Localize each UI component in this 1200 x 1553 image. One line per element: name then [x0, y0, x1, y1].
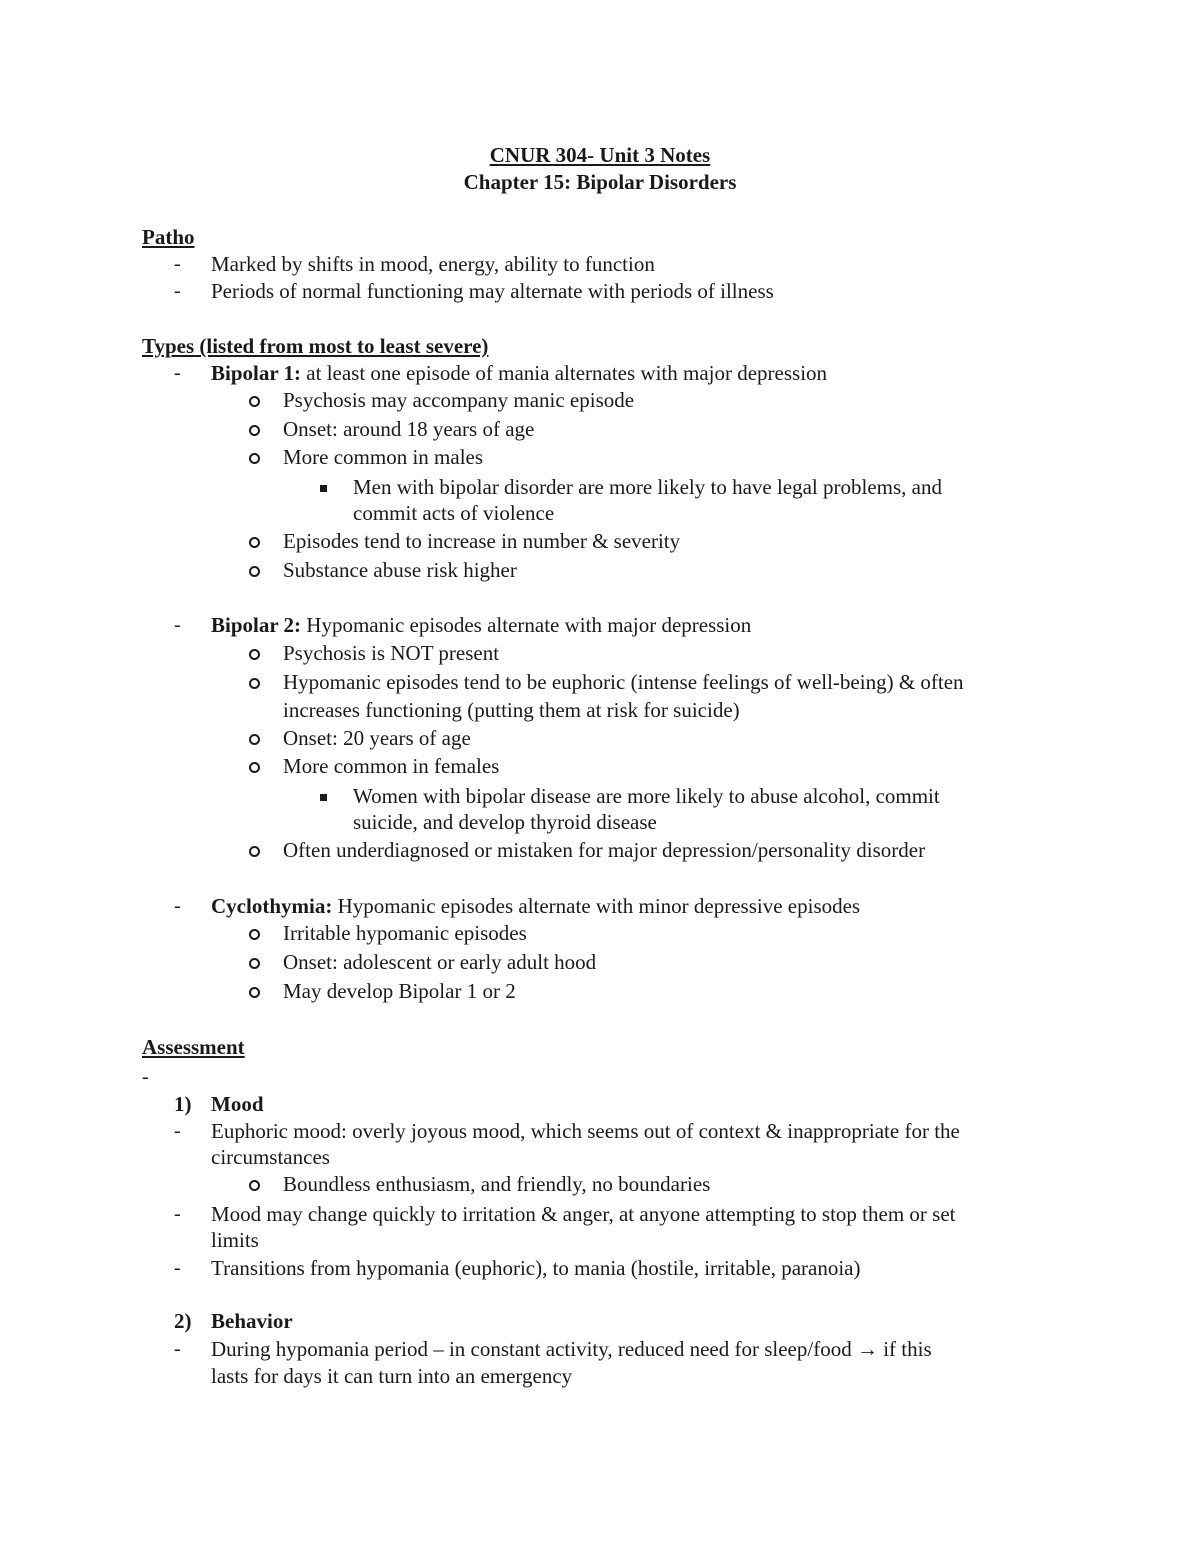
bipolar2-sub: Hypomanic episodes tend to be euphoric (intense feelings of well-being) & often	[283, 670, 964, 694]
bipolar2-sub: Psychosis is NOT present	[283, 641, 500, 665]
circle-bullet	[249, 949, 260, 975]
dash-bullet: -	[174, 895, 181, 917]
bipolar2-label: Bipolar 2:	[211, 613, 302, 637]
types-heading: Types (listed from most to least severe)	[142, 334, 489, 358]
behavior-item	[211, 1336, 932, 1362]
right-arrow-icon: →	[856, 1337, 878, 1361]
bipolar1-subsub: Men with bipolar disorder are more likely to have legal problems, and	[353, 475, 942, 499]
circle-bullet	[249, 669, 260, 695]
circle-bullet	[249, 837, 260, 863]
mood-sub: Boundless enthusiasm, and friendly, no boundaries	[283, 1172, 711, 1196]
patho-heading: Patho	[142, 225, 195, 249]
bipolar2-sub: Onset: 20 years of age	[283, 726, 471, 750]
bipolar1-sub: More common in males	[283, 445, 484, 469]
bipolar2-entry	[211, 612, 751, 638]
bipolar2-sub: increases functioning (putting them at risk for suicide)	[283, 698, 740, 722]
bipolar1-subsub: commit acts of violence	[353, 501, 555, 525]
bipolar2-sub: More common in females	[283, 754, 500, 778]
bipolar1-text: at least one episode of mania alternates with major depression	[301, 361, 828, 385]
circle-bullet	[249, 416, 260, 442]
dash-bullet: -	[174, 1257, 181, 1279]
course-title: CNUR 304- Unit 3 Notes	[489, 143, 711, 167]
bipolar2-sub: Often underdiagnosed or mistaken for major depression/personality disorder	[283, 838, 926, 862]
behavior-heading: Behavior	[211, 1309, 293, 1333]
circle-bullet	[249, 444, 260, 470]
mood-item: Euphoric mood: overly joyous mood, which seems out of context & inappropriate for the	[211, 1119, 960, 1143]
circle-bullet	[249, 557, 260, 583]
mood-item: Transitions from hypomania (euphoric), to mania (hostile, irritable, paranoia)	[211, 1256, 861, 1280]
cyclothymia-entry	[211, 893, 860, 919]
dash-bullet: -	[174, 280, 181, 302]
mood-number: 1)	[174, 1092, 192, 1116]
bipolar2-subsub: suicide, and develop thyroid disease	[353, 810, 657, 834]
circle-bullet	[249, 387, 260, 413]
dash-bullet: -	[174, 1120, 181, 1142]
square-bullet	[320, 781, 327, 807]
behavior-text: During hypomania period – in constant activity, reduced need for sleep/food	[211, 1337, 857, 1361]
bipolar1-sub: Psychosis may accompany manic episode	[283, 388, 635, 412]
circle-bullet	[249, 640, 260, 666]
cyclothymia-label: Cyclothymia:	[211, 894, 333, 918]
behavior-item: lasts for days it can turn into an emergency	[211, 1364, 573, 1388]
dash-bullet: -	[174, 1338, 181, 1360]
bipolar1-sub: Substance abuse risk higher	[283, 558, 517, 582]
bipolar1-sub: Episodes tend to increase in number & severity	[283, 529, 681, 553]
circle-bullet	[249, 528, 260, 554]
circle-bullet	[249, 1171, 260, 1197]
bipolar1-label: Bipolar 1:	[211, 361, 302, 385]
bipolar1-sub: Onset: around 18 years of age	[283, 417, 535, 441]
bipolar2-subsub: Women with bipolar disease are more likely to abuse alcohol, commit	[353, 784, 940, 808]
mood-item: circumstances	[211, 1145, 330, 1169]
circle-bullet	[249, 920, 260, 946]
dash-bullet: -	[142, 1066, 149, 1088]
cyclothymia-text: Hypomanic episodes alternate with minor depressive episodes	[332, 894, 861, 918]
circle-bullet	[249, 725, 260, 751]
assessment-heading: Assessment	[142, 1035, 245, 1059]
bipolar2-text: Hypomanic episodes alternate with major depression	[301, 613, 752, 637]
circle-bullet	[249, 753, 260, 779]
mood-heading: Mood	[211, 1092, 264, 1116]
dash-bullet: -	[174, 614, 181, 636]
behavior-number: 2)	[174, 1309, 192, 1333]
behavior-text-end: if this	[877, 1337, 932, 1361]
bipolar1-entry	[211, 360, 827, 386]
patho-item: Periods of normal functioning may alternate with periods of illness	[211, 279, 774, 303]
chapter-title: Chapter 15: Bipolar Disorders	[463, 170, 737, 194]
mood-item: limits	[211, 1228, 259, 1252]
dash-bullet: -	[174, 1203, 181, 1225]
mood-item: Mood may change quickly to irritation & anger, at anyone attempting to stop them or set	[211, 1202, 956, 1226]
dash-bullet: -	[174, 362, 181, 384]
cyclothymia-sub: Onset: adolescent or early adult hood	[283, 950, 597, 974]
patho-item: Marked by shifts in mood, energy, ability to function	[211, 252, 655, 276]
cyclothymia-sub: May develop Bipolar 1 or 2	[283, 979, 516, 1003]
cyclothymia-sub: Irritable hypomanic episodes	[283, 921, 527, 945]
circle-bullet	[249, 978, 260, 1004]
dash-bullet: -	[174, 253, 181, 275]
square-bullet	[320, 472, 327, 498]
